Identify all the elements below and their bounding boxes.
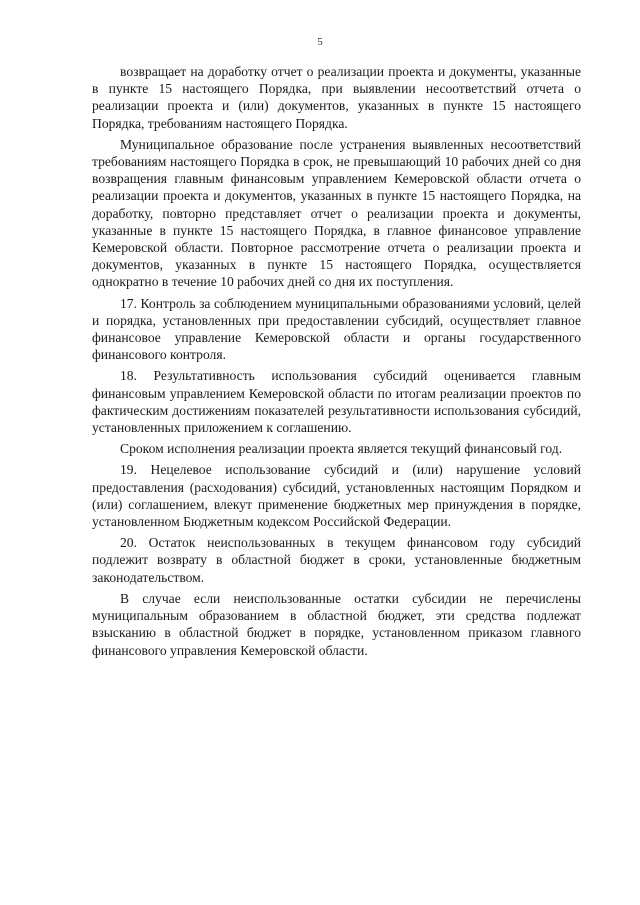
paragraph-deadline: Сроком исполнения реализации проекта является текущий финансовый год. [120, 441, 563, 457]
paragraph-20-remainder: 20. Остаток неиспользованных в текущем финансовом году субсидий подлежит возврату в областной бюджет в сроки, установленные бюджетным законодательством. [92, 535, 581, 585]
paragraph-return-report: возвращает на доработку отчет о реализации проекта и документы, указанные в пункте 15 настоящего Порядка, при выявлении несоответствий отчета о реализации проекта и (или) документов, указанных в пункте 15 настоящего Порядка, требованиям настоящего Порядка. [92, 64, 581, 131]
page-number: 5 [317, 36, 323, 48]
paragraph-18-effectiveness: 18. Результативность использования субсидий оценивается главным финансовым управлением Кемеровской области по итогам реализации проектов по фактическим достижениям показателей результативности использования субсидий, установленных приложением к соглашению. [92, 368, 581, 436]
document-body [92, 63, 581, 663]
paragraph-17-control: 17. Контроль за соблюдением муниципальными образованиями условий, целей и порядка, установленных при предоставлении субсидий, осуществляет главное финансовое управление Кемеровской области и органы государственного финансового контроля. [92, 295, 581, 363]
paragraph-19-misuse: 19. Нецелевое использование субсидий и (или) нарушение условий предоставления (расходования) субсидий, установленных настоящим Порядком и (или) соглашением, влекут применение бюджетных мер принуждения в порядке, установленном Бюджетным кодексом Российской Федерации. [92, 462, 581, 530]
paragraph-recovery: В случае если неиспользованные остатки субсидии не перечислены муниципальным образованием в областной бюджет, эти средства подлежат взысканию в областной бюджет в порядке, установленном приказом главного финансового управления Кемеровской области. [92, 590, 581, 658]
paragraph-resubmission: Муниципальное образование после устранения выявленных несоответствий требованиям настоящего Порядка в срок, не превышающий 10 рабочих дней со дня возвращения главным финансовым управлением Кемеровской области отчета о реализации проекта и документов, указанных в пункте 15 настоящего Порядка, на доработку, повторно представляет отчет о реализации проекта и документы, указанные в пункте 15 настоящего Порядка, в главное финансовое управление Кемеровской области. Повторное рассмотрение отчета о реализации проекта и документов, указанных в пункте 15 настоящего Порядка, осуществляется однократно в течение 10 рабочих дней со дня их поступления. [92, 136, 581, 290]
